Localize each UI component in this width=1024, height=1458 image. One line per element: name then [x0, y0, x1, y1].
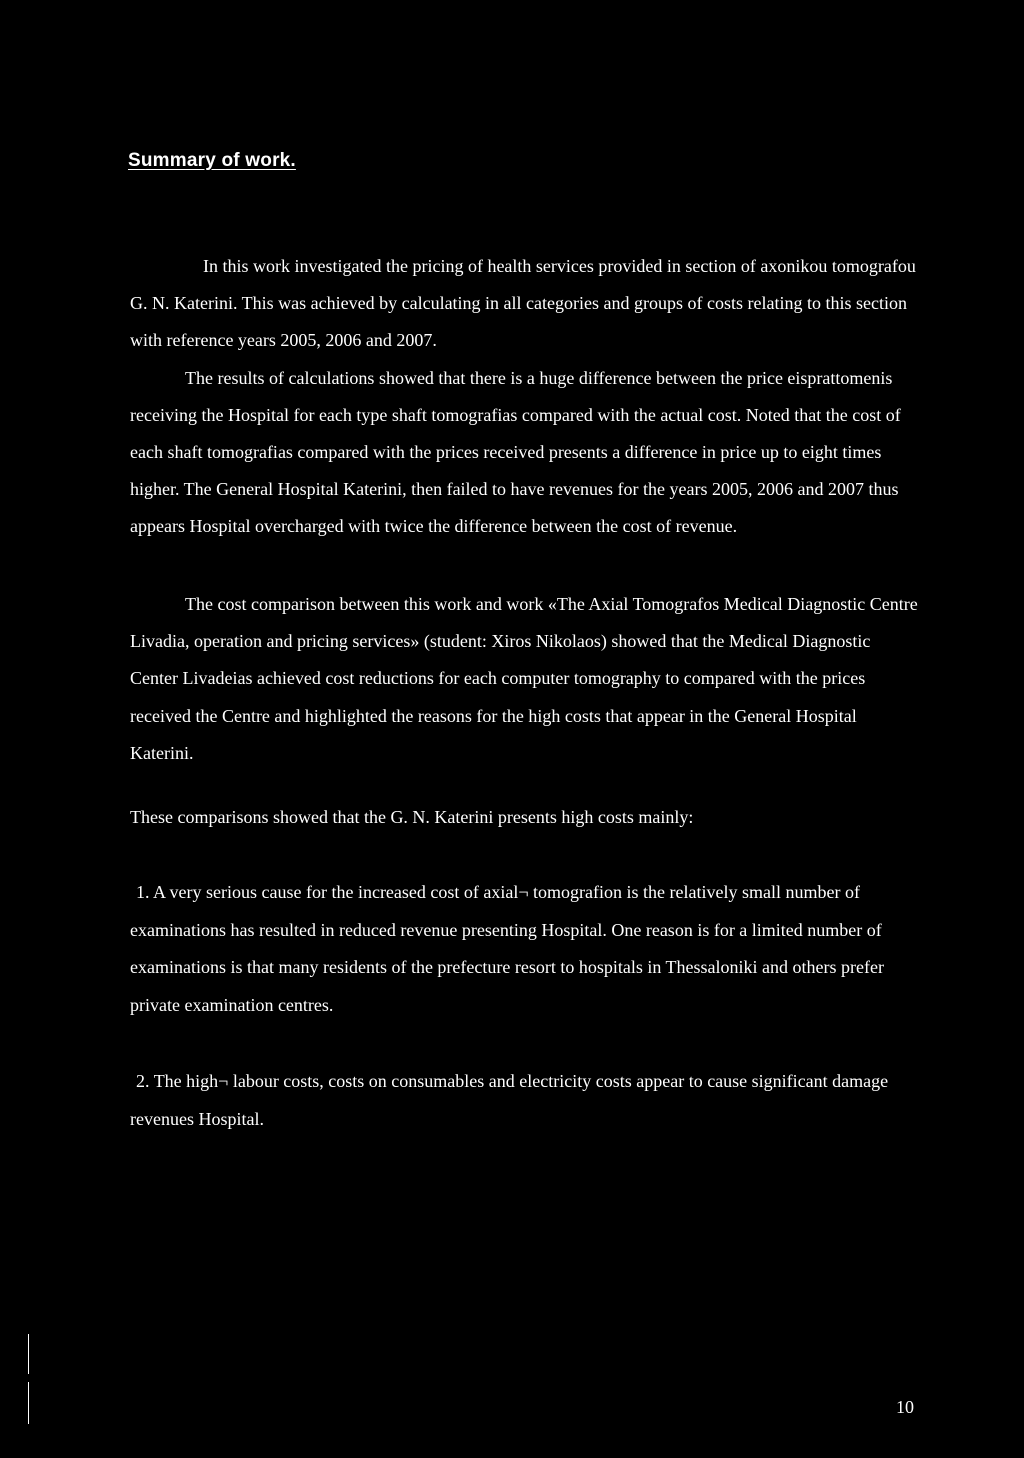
- list-item-text: A very serious cause for the increased cost of axial¬ tomografion is the relatively small number of examinations has resulted in reduced revenue presenting Hospital. One reason is for a limited number of examinations is that many residents of the prefecture resort to hospitals in Thessaloniki and others prefer private examination centres.: [130, 882, 884, 1015]
- margin-line: [28, 1334, 29, 1374]
- summary-paragraph-1-part-1: In this work investigated the pricing of health services provided in section of axonikou tomografou G. N. Katerini. This was achieved by calculating in all categories and groups of costs relating to this section with reference years 2005, 2006 and 2007.: [130, 256, 916, 351]
- summary-paragraph-2: [130, 586, 920, 772]
- list-item: [130, 1063, 920, 1138]
- margin-line: [28, 1382, 29, 1424]
- summary-paragraph-1: [130, 248, 920, 546]
- list-item-number: 1.: [136, 882, 150, 902]
- list-item: [130, 874, 920, 1024]
- summary-paragraph-1-part-2: The results of calculations showed that there is a huge difference between the price eisprattomenis receiving the Hospital for each type shaft tomografias compared with the actual cost. Noted that the cost of each shaft tomografias compared with the prices received presents a difference in price up to eight times higher. The General Hospital Katerini, then failed to have revenues for the years 2005, 2006 and 2007 thus appears Hospital overcharged with twice the difference between the cost of revenue.: [130, 367, 901, 537]
- comparison-paragraph: The cost comparison between this work and work «The Axial Tomografos Medical Diagnostic Centre Livadia, operation and pricing services» (student: Xiros Nikolaos) showed that the Medical Diagnostic Center Livadeias achieved cost reductions for each computer tomography to compared with the prices received the Centre and highlighted the reasons for the high costs that appear in the General Hospital Katerini.: [130, 594, 918, 763]
- list-item-text: The high¬ labour costs, costs on consumables and electricity costs appear to cause significant damage revenues Hospital.: [130, 1071, 889, 1129]
- page-title: Summary of work.: [128, 150, 296, 171]
- page-number: 10: [896, 1397, 914, 1417]
- comparisons-intro: These comparisons showed that the G. N. Katerini presents high costs mainly:: [130, 807, 694, 827]
- list-item-number: 2.: [136, 1071, 150, 1091]
